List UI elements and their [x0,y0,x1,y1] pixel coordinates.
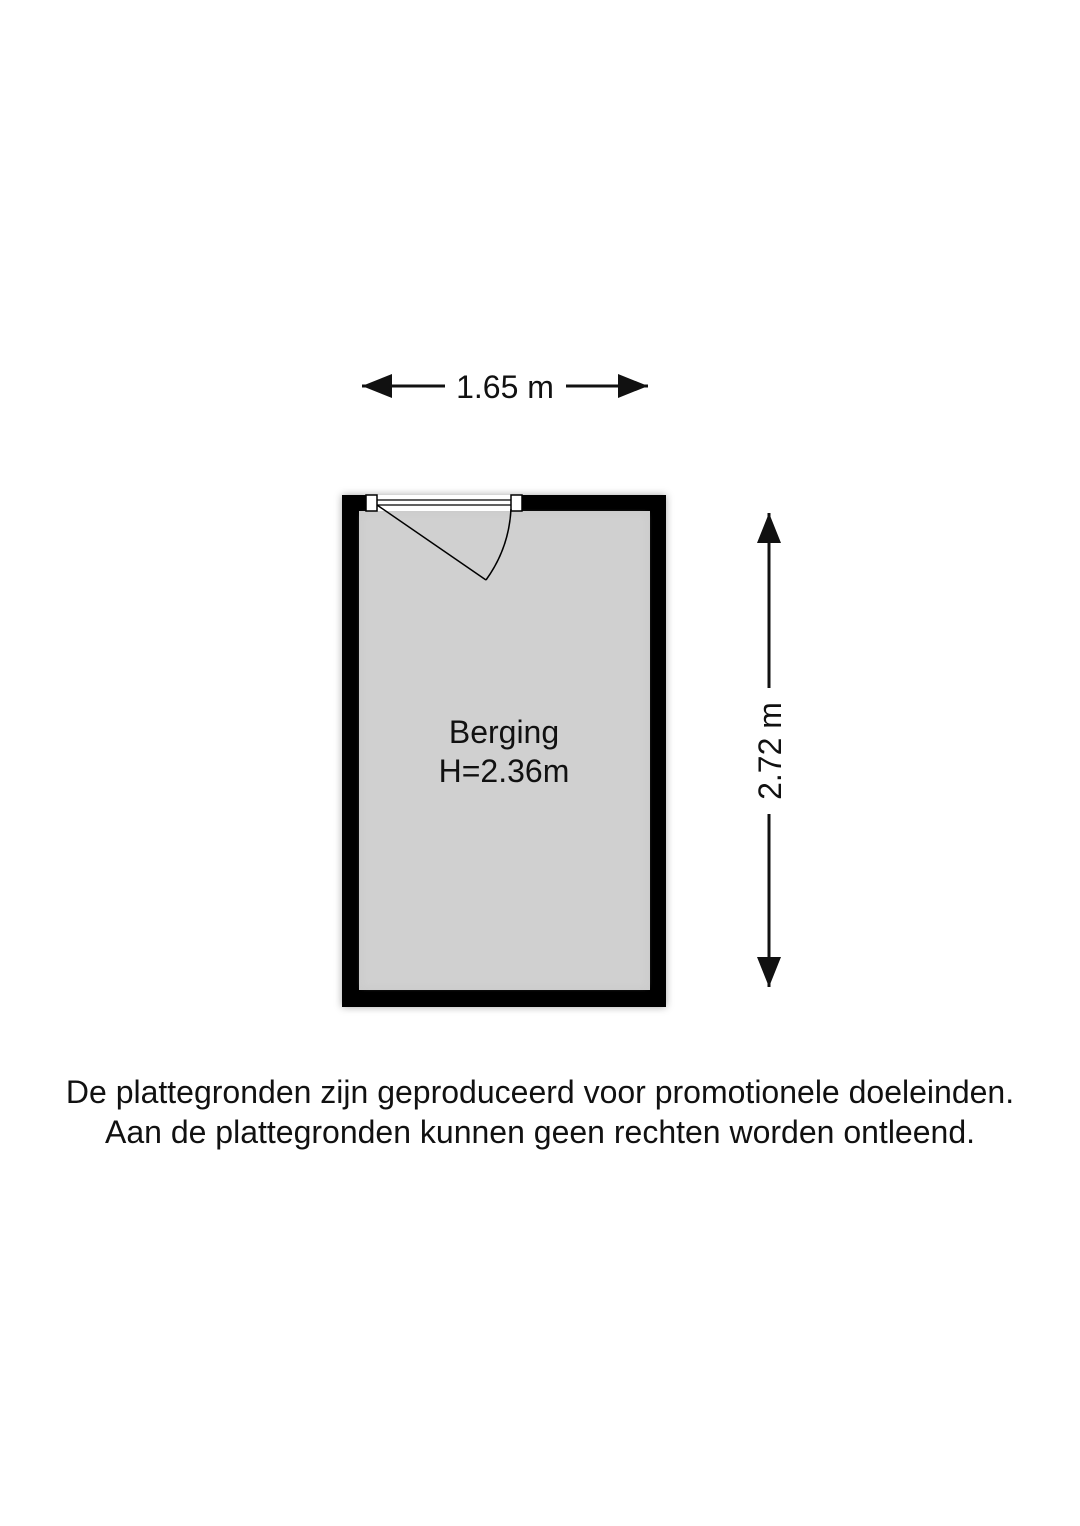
disclaimer-line-2: Aan de plattegronden kunnen geen rechten worden ontleend. [104,1114,975,1150]
depth-dimension-label: 2.72 m [752,702,788,800]
depth-dimension [752,513,788,987]
room-floor-shade [363,515,646,986]
width-dimension [362,369,648,405]
door-frame-right [511,495,522,511]
disclaimer [0,1072,1080,1152]
room-berging [342,495,666,1007]
room-name: Berging [448,714,560,750]
door-frame-left [366,495,377,511]
disclaimer-line-1: De plattegronden zijn geproduceerd voor promotionele doeleinden. [65,1074,1015,1110]
room-height: H=2.36m [438,753,570,789]
door-opening [366,495,522,511]
width-dimension-label: 1.65 m [456,369,554,405]
